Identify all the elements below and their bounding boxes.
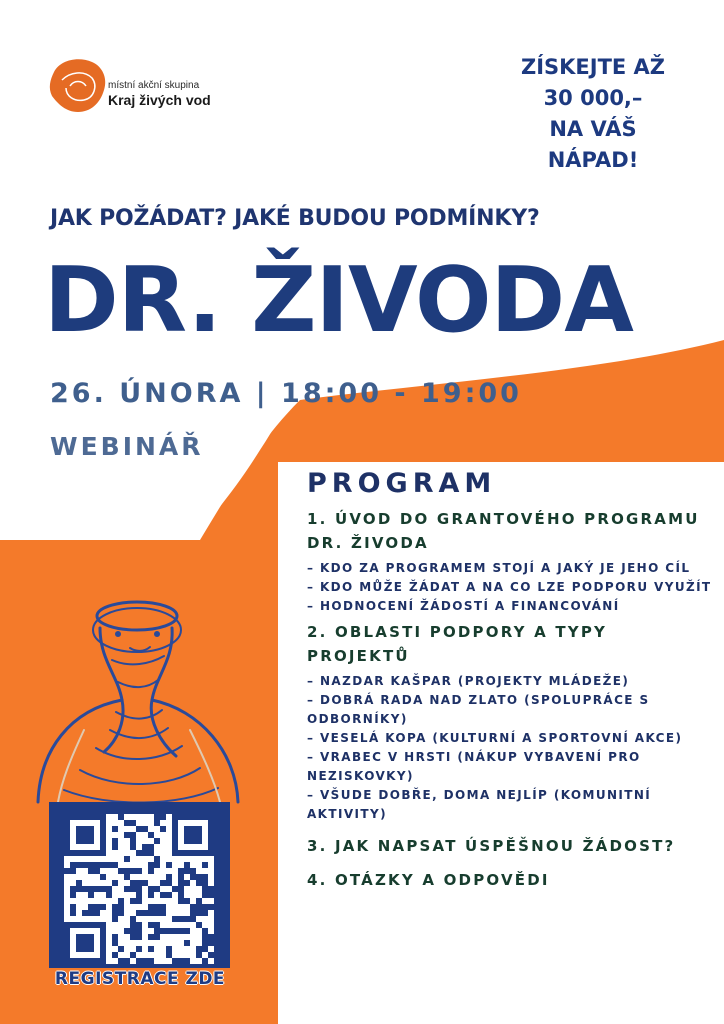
page-title: DR. ŽIVODA [44, 248, 633, 353]
bubble-line: NÁPAD! [547, 148, 639, 172]
program-heading: 1. ÚVOD DO GRANTOVÉHO PROGRAMU DR. ŽIVODA [307, 510, 700, 552]
event-type: WEBINÁŘ [50, 432, 204, 461]
program-title: PROGRAM [307, 468, 497, 499]
program-item: – NAZDAR KAŠPAR (PROJEKTY MLÁDEŽE) [307, 674, 630, 688]
qr-code-image[interactable] [64, 814, 214, 964]
program-heading: 2. OBLASTI PODPORY A TYPY PROJEKTŮ [307, 623, 608, 665]
program-item: – VRABEC V HRSTI (NÁKUP VYBAVENÍ PRO NEZISKOVKY) [307, 750, 641, 783]
bubble-line: NA VÁŠ [549, 117, 637, 141]
program-item: – DOBRÁ RADA NAD ZLATO (SPOLUPRÁCE S ODBORNÍKY) [307, 693, 650, 726]
subtitle: JAK POŽÁDAT? JAKÉ BUDOU PODMÍNKY? [50, 206, 540, 231]
bubble-text [508, 52, 678, 176]
bubble-line: ZÍSKEJTE AŽ [520, 55, 666, 79]
registration-label[interactable]: REGISTRACE ZDE [54, 969, 226, 989]
program-item: – VESELÁ KOPA (KULTURNÍ A SPORTOVNÍ AKCE) [307, 731, 683, 745]
logo-subtitle: místní akční skupina [108, 80, 200, 91]
program-item: – KDO ZA PROGRAMEM STOJÍ A JAKÝ JE JEHO CÍL [307, 561, 691, 575]
program-heading: 3. JAK NAPSAT ÚSPĚŠNOU ŽÁDOST? [307, 837, 676, 855]
event-date: 26. ÚNORA | 18:00 - 19:00 [50, 378, 522, 409]
program-section [304, 468, 714, 896]
program-item: – VŠUDE DOBŘE, DOMA NEJLÍP (KOMUNITNÍ AKTIVITY) [307, 788, 652, 821]
program-heading: 4. OTÁZKY A ODPOVĚDI [307, 871, 550, 889]
program-item: – KDO MŮŽE ŽÁDAT A NA CO LZE PODPORU VYUŽÍT [307, 580, 712, 594]
program-item: – HODNOCENÍ ŽÁDOSTÍ A FINANCOVÁNÍ [307, 599, 620, 613]
bubble-line: 30 000,– [543, 86, 643, 110]
logo-title: Kraj živých vod [108, 92, 211, 108]
logo [44, 58, 224, 120]
program-items [304, 559, 714, 616]
program-items [304, 672, 714, 824]
